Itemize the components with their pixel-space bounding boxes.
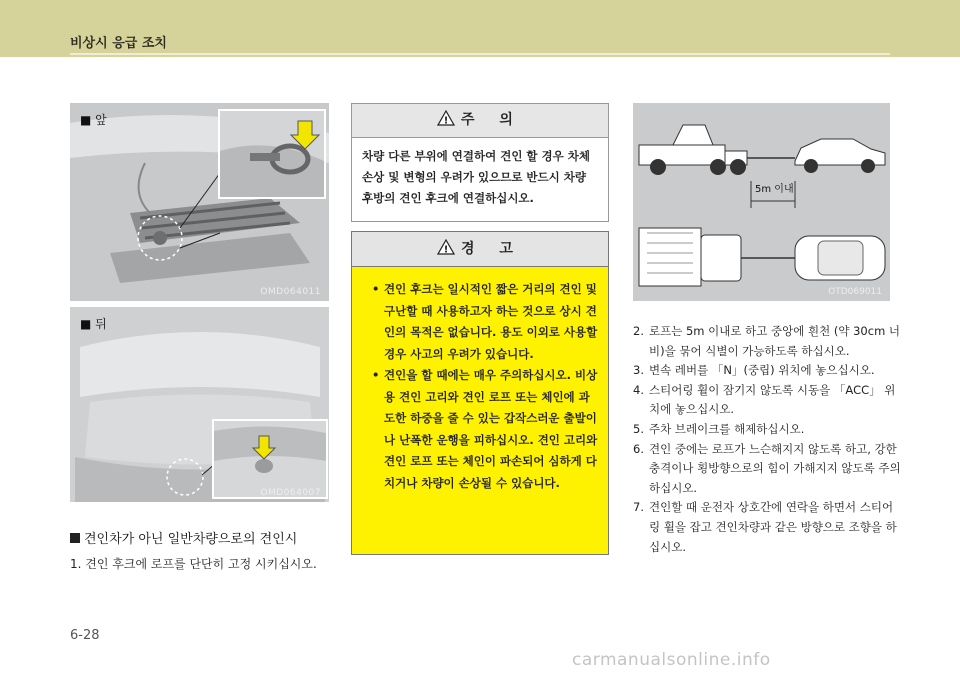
warning-triangle-icon (437, 239, 455, 255)
caution-box (351, 103, 609, 222)
step-text: 주차 브레이크를 해제하십시오. (649, 421, 805, 436)
watermark: carmanualsonline.info (572, 650, 771, 670)
steps-list (633, 322, 903, 557)
step-item (633, 381, 903, 420)
towing-illustration (633, 103, 890, 301)
header-rule (70, 53, 890, 55)
page-number: 6-28 (70, 628, 100, 643)
svg-text:!: ! (443, 115, 449, 126)
step-1: 1. 견인 후크에 로프를 단단히 고정 시키십시오. (70, 557, 317, 571)
warning-header (352, 232, 608, 267)
front-photo-label: ■ 앞 (80, 113, 107, 127)
front-photo-code: OMD064011 (260, 287, 321, 297)
step-text: 견인할 때 운전자 상호간에 연락을 하면서 스티어링 휠을 잡고 견인차량과 같은 방향으로 조향을 하십시오. (649, 500, 897, 554)
step-text: 스티어링 휠이 잠기지 않도록 시동을 「ACC」 위치에 놓으십시오. (649, 382, 896, 417)
towed-car-top (795, 236, 885, 280)
step-item (633, 420, 903, 440)
warning-box (351, 231, 609, 555)
towing-distance-diagram (633, 103, 890, 301)
section-heading-text: 견인차가 아닌 일반차량으로의 견인시 (84, 532, 298, 547)
step-number: 7. (633, 500, 644, 515)
tow-truck-top (639, 228, 741, 286)
step-item (633, 322, 903, 361)
svg-text:!: ! (443, 244, 449, 255)
diagram-code: OTD069011 (828, 287, 882, 297)
page-title: 비상시 응급 조치 (70, 36, 167, 51)
warning-item: • 견인 후크는 일시적인 짧은 거리의 견인 및 구난할 때 사용하고자 하는 것으로 상시 견인의 목적은 없습니다. 용도 이외로 사용할 경우 사고의 우려가 있습니다. (372, 279, 598, 365)
page-header (0, 0, 960, 57)
square-bullet-icon (70, 533, 80, 543)
warning-list (352, 267, 608, 494)
front-hook-closeup-drawing (220, 111, 324, 197)
rear-photo-code: OMD064007 (260, 488, 321, 498)
step-text: 변속 레버를 「N」(중립) 위치에 놓으십시오. (649, 363, 875, 378)
warning-title: 경 고 (461, 241, 523, 257)
step-item (633, 361, 903, 381)
step-number: 5. (633, 421, 644, 436)
caution-title: 주 의 (461, 112, 523, 128)
rear-photo-label: ■ 뒤 (80, 317, 107, 331)
warning-item: • 견인을 할 때에는 매우 주의하십시오. 비상용 견인 고리와 견인 로프 또는 체인에 과도한 하중을 줄 수 있는 갑작스러운 출발이나 난폭한 운행을 피하십시오. 견인 고리와 견인 로프 또는 체인이 파손되어 심하게 다치거나 차량이 손상될 수 있습니다. (372, 365, 598, 494)
front-hook-photo (70, 103, 329, 301)
step-number: 4. (633, 382, 644, 397)
warning-triangle-icon (437, 110, 455, 126)
front-hook-closeup (218, 109, 326, 199)
rear-hook-closeup-drawing (214, 421, 326, 497)
step-text: 견인 중에는 로프가 느슨해지지 않도록 하고, 강한 충격이나 횡방향으로의 힘이 가해지지 않도록 주의하십시오. (649, 441, 901, 495)
step-text: 로프는 5m 이내로 하고 중앙에 흰천 (약 30cm 너비)을 묶어 식별이 가능하도록 하십시오. (649, 324, 901, 358)
section-heading (70, 528, 297, 547)
rear-hook-closeup (212, 419, 328, 499)
step-number: 6. (633, 441, 644, 456)
step-item (633, 440, 903, 499)
caution-text: 차량 다른 부위에 연결하여 견인 할 경우 차체 손상 및 변형의 우려가 있으므로 반드시 차량 후방의 견인 후크에 연결하십시오. (362, 149, 590, 205)
step-number: 3. (633, 363, 644, 378)
rear-hook-photo (70, 307, 329, 502)
step-number: 2. (633, 324, 644, 338)
step-item (633, 498, 903, 557)
caution-header (352, 104, 608, 138)
distance-label: 5m 이내 (755, 184, 794, 195)
